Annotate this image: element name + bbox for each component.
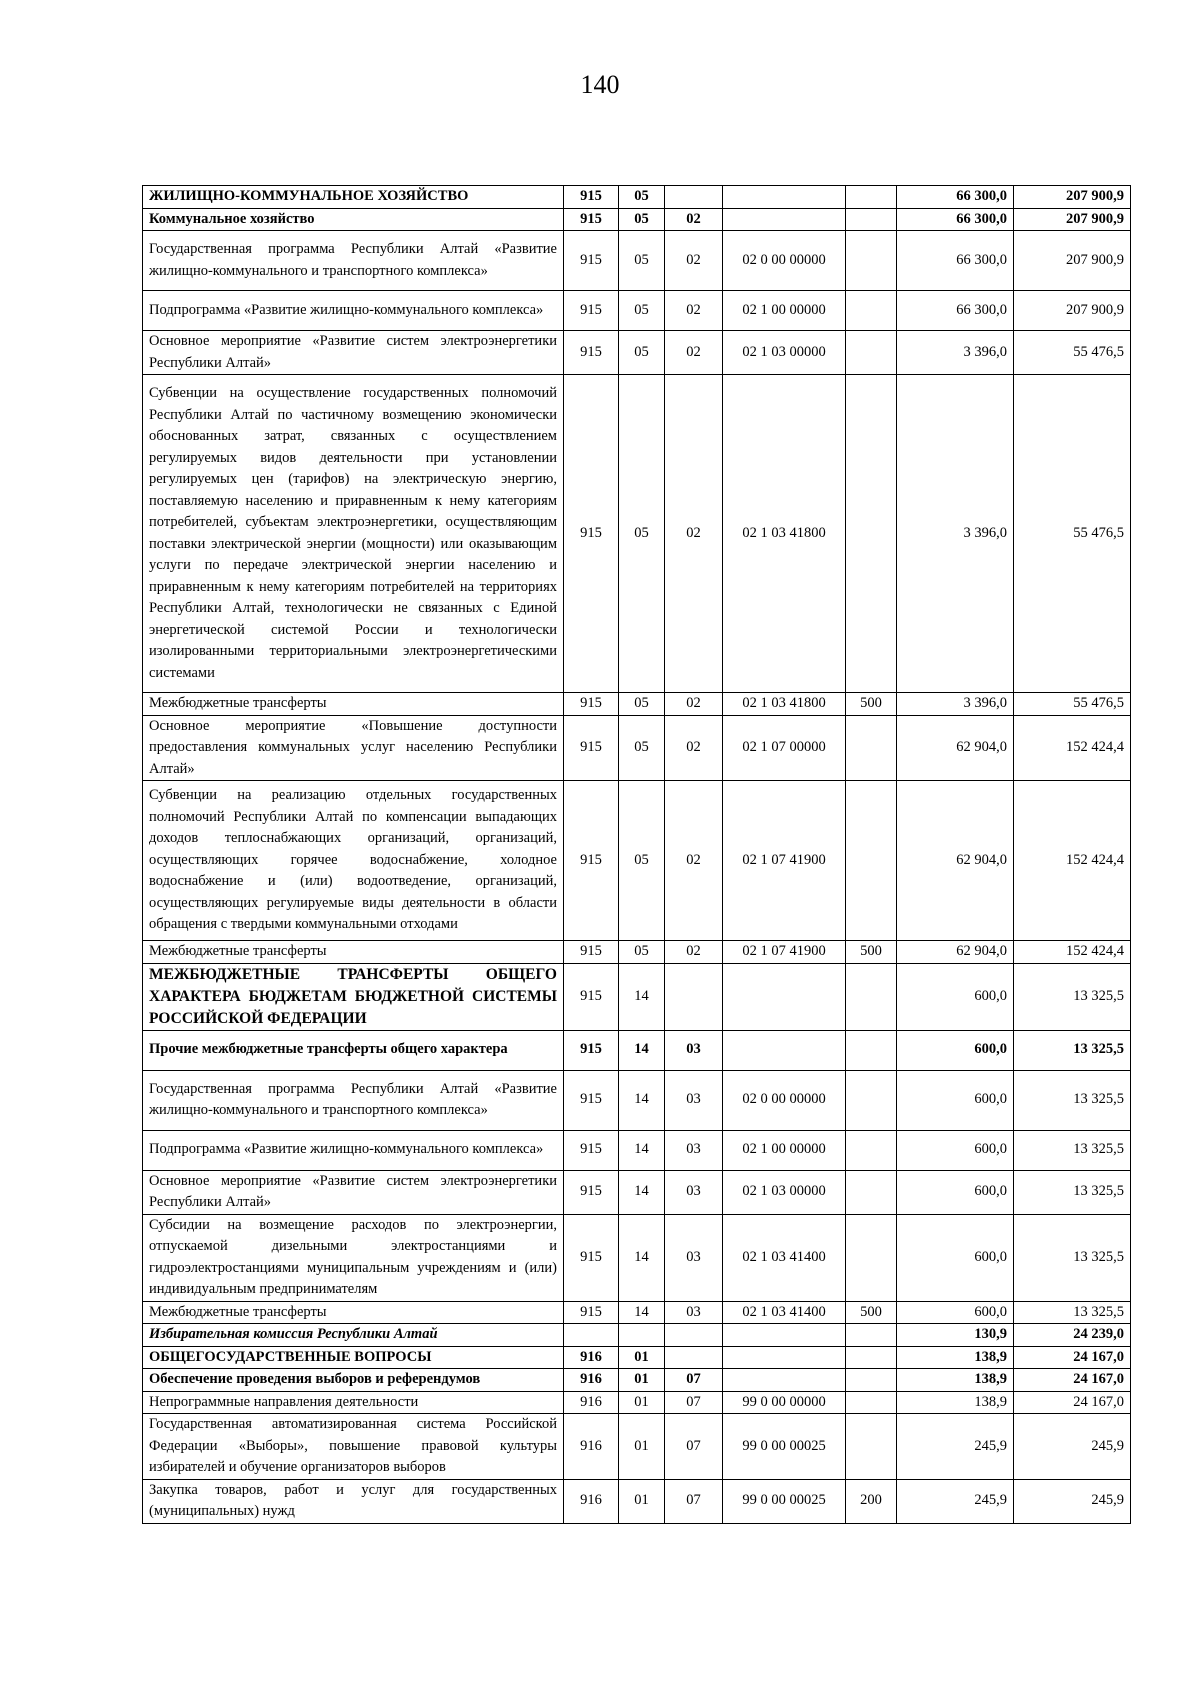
row-vr-code (846, 1030, 897, 1070)
row-vr-code: 500 (846, 1301, 897, 1324)
row-pr-code (665, 1324, 723, 1347)
table-row (143, 1391, 1131, 1414)
row-amount-2: 207 900,9 (1014, 231, 1131, 291)
row-vr-code (846, 331, 897, 375)
row-gr-code: 915 (564, 941, 619, 964)
row-gr-code: 915 (564, 375, 619, 693)
row-amount-1: 600,0 (897, 1030, 1014, 1070)
table-row (143, 781, 1131, 941)
row-csr-code: 02 1 00 00000 (723, 1130, 846, 1170)
row-amount-2: 24 239,0 (1014, 1324, 1131, 1347)
row-gr-code: 916 (564, 1346, 619, 1369)
row-amount-1: 138,9 (897, 1391, 1014, 1414)
row-amount-2: 207 900,9 (1014, 291, 1131, 331)
row-pr-code: 03 (665, 1301, 723, 1324)
budget-table (142, 185, 1131, 1524)
row-amount-2: 24 167,0 (1014, 1346, 1131, 1369)
row-vr-code (846, 1324, 897, 1347)
row-name: ЖИЛИЩНО-КОММУНАЛЬНОЕ ХОЗЯЙСТВО (143, 186, 564, 209)
row-amount-1: 62 904,0 (897, 781, 1014, 941)
row-gr-code: 915 (564, 231, 619, 291)
row-vr-code (846, 208, 897, 231)
table-row (143, 331, 1131, 375)
row-gr-code: 915 (564, 715, 619, 781)
row-amount-2: 207 900,9 (1014, 208, 1131, 231)
row-rz-code: 01 (619, 1369, 665, 1392)
row-name: Подпрограмма «Развитие жилищно-коммунального комплекса» (143, 1130, 564, 1170)
page-number: 140 (580, 70, 620, 99)
row-amount-2: 207 900,9 (1014, 186, 1131, 209)
row-pr-code (665, 186, 723, 209)
row-csr-code: 02 1 07 41900 (723, 941, 846, 964)
row-csr-code: 02 1 07 41900 (723, 781, 846, 941)
row-csr-code (723, 1369, 846, 1392)
row-pr-code: 03 (665, 1070, 723, 1130)
row-amount-1: 130,9 (897, 1324, 1014, 1347)
row-amount-2: 55 476,5 (1014, 693, 1131, 716)
table-row (143, 715, 1131, 781)
table-row (143, 375, 1131, 693)
row-gr-code: 915 (564, 291, 619, 331)
row-pr-code: 07 (665, 1391, 723, 1414)
row-pr-code: 03 (665, 1214, 723, 1301)
row-csr-code: 02 1 07 00000 (723, 715, 846, 781)
table-row (143, 1414, 1131, 1480)
row-vr-code (846, 231, 897, 291)
table-row (143, 1369, 1131, 1392)
table-row (143, 1170, 1131, 1214)
table-row (143, 963, 1131, 1030)
row-name: Субвенции на реализацию отдельных государственных полномочий Республики Алтай по компенсации выпадающих доходов теплоснабжающих организаций, организаций, осуществляющих горячее водоснабжение, холодное водоснабжение и (или) водоотведение, организаций, осуществляющих регулируемые виды деятельности в области обращения с твердыми коммунальными отходами (143, 781, 564, 941)
row-amount-1: 62 904,0 (897, 715, 1014, 781)
row-amount-1: 66 300,0 (897, 186, 1014, 209)
row-csr-code (723, 1030, 846, 1070)
row-rz-code: 14 (619, 1301, 665, 1324)
row-pr-code: 07 (665, 1479, 723, 1523)
row-vr-code (846, 375, 897, 693)
row-rz-code: 14 (619, 1130, 665, 1170)
row-csr-code: 02 0 00 00000 (723, 231, 846, 291)
row-rz-code: 01 (619, 1414, 665, 1480)
row-amount-2: 152 424,4 (1014, 781, 1131, 941)
row-amount-2: 13 325,5 (1014, 1170, 1131, 1214)
row-amount-1: 3 396,0 (897, 693, 1014, 716)
row-csr-code (723, 963, 846, 1030)
row-csr-code: 02 1 00 00000 (723, 291, 846, 331)
row-pr-code: 03 (665, 1170, 723, 1214)
row-name: Субвенции на осуществление государственных полномочий Республики Алтай по частичному возмещению экономически обоснованных затрат, связанных с осуществлением регулируемых видов деятельности при установлении регулируемых цен (тарифов) на электрическую энергию, поставляемую населению и приравненным к нему категориям потребителей, субъектам электроэнергетики, осуществляющим поставки электрической энергии (мощности) или оказывающим услуги по передаче электрической энергии населению и приравненным к нему категориям потребителей на территориях Республики Алтай, технологически не связанных с Единой энергетической системой России и технологически изолированными территориальными электроэнергетическими системами (143, 375, 564, 693)
table-row (143, 941, 1131, 964)
row-amount-1: 66 300,0 (897, 231, 1014, 291)
row-amount-2: 55 476,5 (1014, 331, 1131, 375)
table-row (143, 1346, 1131, 1369)
row-amount-1: 62 904,0 (897, 941, 1014, 964)
row-name: Межбюджетные трансферты (143, 693, 564, 716)
row-gr-code: 915 (564, 1030, 619, 1070)
row-amount-2: 24 167,0 (1014, 1391, 1131, 1414)
row-rz-code: 05 (619, 291, 665, 331)
row-name: Государственная автоматизированная система Российской Федерации «Выборы», повышение правовой культуры избирателей и обучение организаторов выборов (143, 1414, 564, 1480)
row-amount-1: 600,0 (897, 1170, 1014, 1214)
row-gr-code: 916 (564, 1391, 619, 1414)
row-rz-code: 14 (619, 1214, 665, 1301)
row-csr-code (723, 208, 846, 231)
row-amount-2: 13 325,5 (1014, 1030, 1131, 1070)
row-csr-code (723, 1324, 846, 1347)
row-amount-2: 13 325,5 (1014, 1214, 1131, 1301)
row-amount-2: 152 424,4 (1014, 715, 1131, 781)
row-csr-code: 02 1 03 41800 (723, 693, 846, 716)
table-row (143, 1130, 1131, 1170)
row-amount-2: 55 476,5 (1014, 375, 1131, 693)
row-pr-code: 02 (665, 781, 723, 941)
row-amount-2: 13 325,5 (1014, 1130, 1131, 1170)
table-row (143, 1030, 1131, 1070)
table-row (143, 186, 1131, 209)
row-gr-code: 916 (564, 1414, 619, 1480)
row-pr-code: 02 (665, 208, 723, 231)
row-rz-code: 05 (619, 231, 665, 291)
row-rz-code: 05 (619, 375, 665, 693)
row-vr-code: 500 (846, 693, 897, 716)
row-gr-code: 916 (564, 1479, 619, 1523)
row-amount-1: 600,0 (897, 1070, 1014, 1130)
row-vr-code (846, 1170, 897, 1214)
row-name: Государственная программа Республики Алтай «Развитие жилищно-коммунального и транспортного комплекса» (143, 231, 564, 291)
row-amount-1: 66 300,0 (897, 291, 1014, 331)
row-amount-1: 138,9 (897, 1346, 1014, 1369)
row-name: ОБЩЕГОСУДАРСТВЕННЫЕ ВОПРОСЫ (143, 1346, 564, 1369)
row-gr-code: 915 (564, 331, 619, 375)
row-gr-code: 915 (564, 186, 619, 209)
row-name: Коммунальное хозяйство (143, 208, 564, 231)
row-csr-code: 02 1 03 41400 (723, 1214, 846, 1301)
row-name: Непрограммные направления деятельности (143, 1391, 564, 1414)
row-rz-code: 05 (619, 331, 665, 375)
row-csr-code: 99 0 00 00025 (723, 1479, 846, 1523)
row-pr-code: 02 (665, 331, 723, 375)
row-gr-code: 915 (564, 1170, 619, 1214)
row-amount-1: 245,9 (897, 1479, 1014, 1523)
row-csr-code: 02 1 03 41400 (723, 1301, 846, 1324)
row-csr-code (723, 186, 846, 209)
row-rz-code: 01 (619, 1479, 665, 1523)
table-row (143, 1301, 1131, 1324)
row-amount-2: 245,9 (1014, 1479, 1131, 1523)
row-amount-2: 152 424,4 (1014, 941, 1131, 964)
row-gr-code: 915 (564, 963, 619, 1030)
row-csr-code: 99 0 00 00000 (723, 1391, 846, 1414)
row-amount-1: 3 396,0 (897, 375, 1014, 693)
row-rz-code: 14 (619, 963, 665, 1030)
row-vr-code: 500 (846, 941, 897, 964)
row-amount-1: 138,9 (897, 1369, 1014, 1392)
row-pr-code (665, 963, 723, 1030)
row-csr-code: 99 0 00 00025 (723, 1414, 846, 1480)
row-name: МЕЖБЮДЖЕТНЫЕ ТРАНСФЕРТЫ ОБЩЕГО ХАРАКТЕРА БЮДЖЕТАМ БЮДЖЕТНОЙ СИСТЕМЫ РОССИЙСКОЙ ФЕДЕРАЦИИ (143, 963, 564, 1030)
table-row (143, 208, 1131, 231)
row-vr-code (846, 1414, 897, 1480)
row-vr-code (846, 781, 897, 941)
row-gr-code: 915 (564, 208, 619, 231)
row-pr-code: 03 (665, 1030, 723, 1070)
row-amount-2: 13 325,5 (1014, 963, 1131, 1030)
row-name: Государственная программа Республики Алтай «Развитие жилищно-коммунального и транспортного комплекса» (143, 1070, 564, 1130)
row-pr-code: 02 (665, 715, 723, 781)
table-row (143, 1324, 1131, 1347)
row-rz-code: 05 (619, 781, 665, 941)
row-rz-code: 01 (619, 1391, 665, 1414)
row-vr-code (846, 1130, 897, 1170)
row-rz-code: 05 (619, 693, 665, 716)
row-pr-code: 07 (665, 1414, 723, 1480)
row-name: Подпрограмма «Развитие жилищно-коммунального комплекса» (143, 291, 564, 331)
row-rz-code: 05 (619, 208, 665, 231)
row-gr-code: 916 (564, 1369, 619, 1392)
row-gr-code: 915 (564, 1130, 619, 1170)
row-amount-1: 600,0 (897, 1214, 1014, 1301)
row-vr-code (846, 715, 897, 781)
row-vr-code (846, 186, 897, 209)
row-name: Избирательная комиссия Республики Алтай (143, 1324, 564, 1347)
row-amount-2: 13 325,5 (1014, 1070, 1131, 1130)
row-csr-code (723, 1346, 846, 1369)
row-amount-1: 245,9 (897, 1414, 1014, 1480)
row-amount-2: 245,9 (1014, 1414, 1131, 1480)
row-vr-code (846, 1346, 897, 1369)
row-pr-code: 02 (665, 693, 723, 716)
row-pr-code: 03 (665, 1130, 723, 1170)
row-gr-code: 915 (564, 1070, 619, 1130)
row-pr-code: 02 (665, 291, 723, 331)
row-amount-1: 66 300,0 (897, 208, 1014, 231)
row-gr-code (564, 1324, 619, 1347)
row-pr-code: 02 (665, 941, 723, 964)
row-vr-code (846, 1070, 897, 1130)
table-row (143, 1214, 1131, 1301)
row-gr-code: 915 (564, 693, 619, 716)
row-rz-code (619, 1324, 665, 1347)
row-vr-code (846, 291, 897, 331)
row-vr-code (846, 1369, 897, 1392)
row-gr-code: 915 (564, 1301, 619, 1324)
row-name: Прочие межбюджетные трансферты общего характера (143, 1030, 564, 1070)
row-amount-1: 600,0 (897, 1130, 1014, 1170)
row-vr-code (846, 1214, 897, 1301)
table-row (143, 1479, 1131, 1523)
row-vr-code: 200 (846, 1479, 897, 1523)
row-name: Основное мероприятие «Повышение доступности предоставления коммунальных услуг населению Республики Алтай» (143, 715, 564, 781)
row-rz-code: 01 (619, 1346, 665, 1369)
row-name: Обеспечение проведения выборов и референдумов (143, 1369, 564, 1392)
row-pr-code: 07 (665, 1369, 723, 1392)
row-pr-code: 02 (665, 231, 723, 291)
row-name: Межбюджетные трансферты (143, 1301, 564, 1324)
row-amount-1: 600,0 (897, 963, 1014, 1030)
row-pr-code (665, 1346, 723, 1369)
row-name: Субсидии на возмещение расходов по электроэнергии, отпускаемой дизельными электростанциями и гидроэлектростанциями муниципальным учреждениям и (или) индивидуальным предпринимателям (143, 1214, 564, 1301)
row-amount-1: 3 396,0 (897, 331, 1014, 375)
row-rz-code: 05 (619, 186, 665, 209)
row-csr-code: 02 1 03 41800 (723, 375, 846, 693)
row-rz-code: 14 (619, 1070, 665, 1130)
table-row (143, 291, 1131, 331)
row-csr-code: 02 1 03 00000 (723, 331, 846, 375)
row-gr-code: 915 (564, 781, 619, 941)
row-name: Межбюджетные трансферты (143, 941, 564, 964)
row-csr-code: 02 0 00 00000 (723, 1070, 846, 1130)
table-row (143, 231, 1131, 291)
table-row (143, 1070, 1131, 1130)
row-pr-code: 02 (665, 375, 723, 693)
row-rz-code: 14 (619, 1030, 665, 1070)
row-name: Закупка товаров, работ и услуг для государственных (муниципальных) нужд (143, 1479, 564, 1523)
row-name: Основное мероприятие «Развитие систем электроэнергетики Республики Алтай» (143, 331, 564, 375)
row-rz-code: 05 (619, 715, 665, 781)
row-vr-code (846, 1391, 897, 1414)
row-amount-1: 600,0 (897, 1301, 1014, 1324)
row-rz-code: 14 (619, 1170, 665, 1214)
row-csr-code: 02 1 03 00000 (723, 1170, 846, 1214)
row-name: Основное мероприятие «Развитие систем электроэнергетики Республики Алтай» (143, 1170, 564, 1214)
table-row (143, 693, 1131, 716)
row-gr-code: 915 (564, 1214, 619, 1301)
row-rz-code: 05 (619, 941, 665, 964)
row-vr-code (846, 963, 897, 1030)
row-amount-2: 24 167,0 (1014, 1369, 1131, 1392)
row-amount-2: 13 325,5 (1014, 1301, 1131, 1324)
